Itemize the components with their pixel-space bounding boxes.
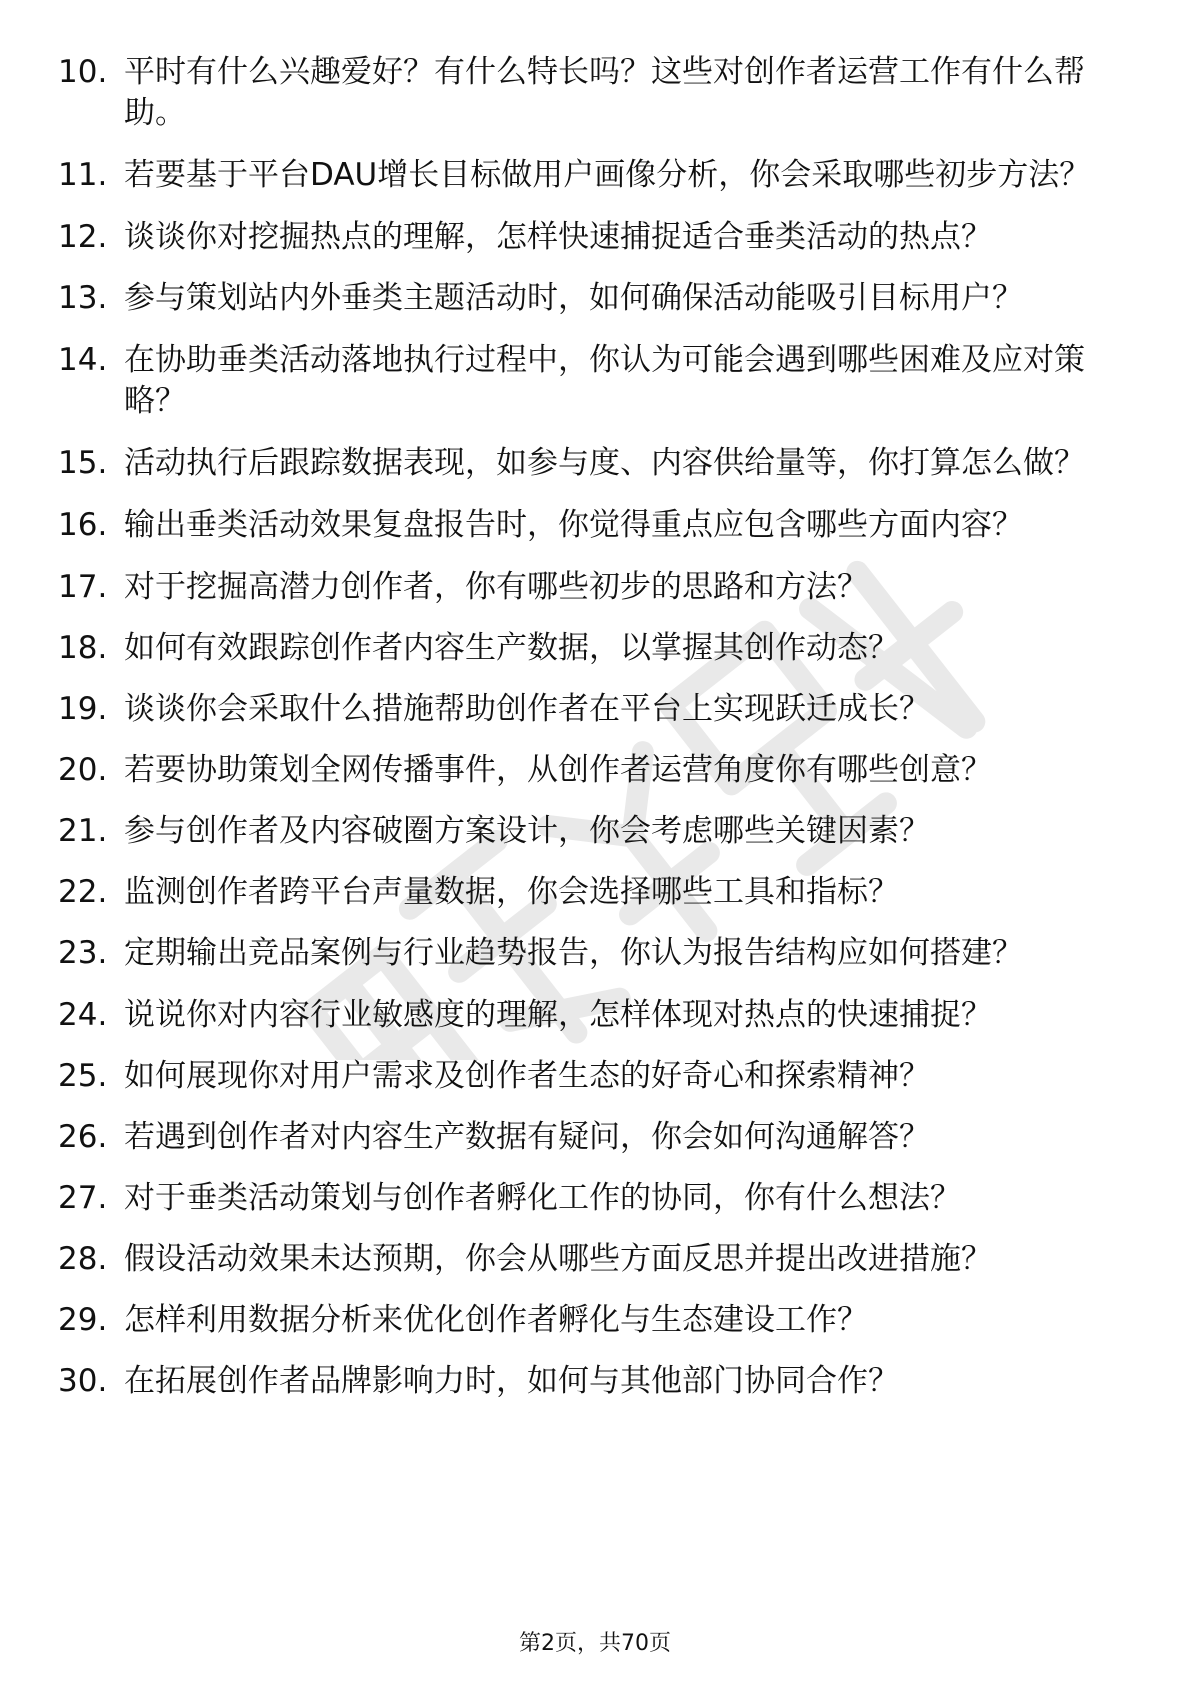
question-text: 监测创作者跨平台声量数据，你会选择哪些工具和指标？	[124, 874, 899, 910]
question-text: 若遇到创作者对内容生产数据有疑问，你会如何沟通解答？	[124, 1119, 930, 1155]
question-number: 27.	[58, 1180, 108, 1216]
question-item	[58, 689, 1138, 730]
question-number: 25.	[58, 1058, 108, 1094]
question-text: 若要基于平台DAU增长目标做用户画像分析，你会采取哪些初步方法？	[124, 157, 1091, 193]
question-text: 若要协助策划全网传播事件，从创作者运营角度你有哪些创意？	[124, 752, 992, 788]
question-item	[58, 872, 1138, 913]
question-text: 参与创作者及内容破圈方案设计，你会考虑哪些关键因素？	[124, 813, 930, 849]
question-item	[58, 443, 1138, 484]
question-number: 15.	[58, 445, 108, 481]
question-number: 19.	[58, 691, 108, 727]
question-number: 18.	[58, 630, 108, 666]
question-number: 16.	[58, 507, 108, 543]
question-number: 21.	[58, 813, 108, 849]
question-text: 输出垂类活动效果复盘报告时，你觉得重点应包含哪些方面内容？	[124, 507, 1023, 543]
question-number: 14.	[58, 342, 108, 378]
question-text: 说说你对内容行业敏感度的理解，怎样体现对热点的快速捕捉？	[124, 997, 992, 1033]
question-item	[58, 505, 1138, 546]
question-number: 22.	[58, 874, 108, 910]
question-text: 平时有什么兴趣爱好？有什么特长吗？这些对创作者运营工作有什么帮助。	[124, 54, 1085, 131]
question-item	[58, 933, 1138, 974]
question-item	[58, 278, 1138, 319]
question-text: 在拓展创作者品牌影响力时，如何与其他部门协同合作？	[124, 1363, 899, 1399]
question-text: 在协助垂类活动落地执行过程中，你认为可能会遇到哪些困难及应对策略？	[124, 342, 1085, 419]
question-number: 11.	[58, 157, 108, 193]
question-item	[58, 217, 1138, 258]
question-item	[58, 995, 1138, 1036]
question-text: 如何展现你对用户需求及创作者生态的好奇心和探索精神？	[124, 1058, 930, 1094]
question-item	[58, 1056, 1138, 1097]
question-item	[58, 567, 1138, 608]
question-item	[58, 1239, 1138, 1280]
question-text: 活动执行后跟踪数据表现，如参与度、内容供给量等，你打算怎么做？	[124, 445, 1085, 481]
question-text: 参与策划站内外垂类主题活动时，如何确保活动能吸引目标用户？	[124, 280, 1023, 316]
question-item	[58, 750, 1138, 791]
question-list	[58, 52, 1138, 1422]
question-number: 13.	[58, 280, 108, 316]
question-number: 28.	[58, 1241, 108, 1277]
question-number: 12.	[58, 219, 108, 255]
question-text: 怎样利用数据分析来优化创作者孵化与生态建设工作？	[124, 1302, 868, 1338]
question-text: 假设活动效果未达预期，你会从哪些方面反思并提出改进措施？	[124, 1241, 992, 1277]
question-item	[58, 1300, 1138, 1341]
question-item	[58, 1361, 1138, 1402]
question-number: 17.	[58, 569, 108, 605]
question-item	[58, 1178, 1138, 1219]
question-text: 谈谈你对挖掘热点的理解，怎样快速捕捉适合垂类活动的热点？	[124, 219, 992, 255]
question-number: 26.	[58, 1119, 108, 1155]
question-text: 谈谈你会采取什么措施帮助创作者在平台上实现跃迁成长？	[124, 691, 930, 727]
question-text: 对于垂类活动策划与创作者孵化工作的协同，你有什么想法？	[124, 1180, 961, 1216]
question-item	[58, 811, 1138, 852]
question-item	[58, 628, 1138, 669]
question-item	[58, 155, 1138, 196]
question-item	[58, 1117, 1138, 1158]
question-text: 对于挖掘高潜力创作者，你有哪些初步的思路和方法？	[124, 569, 868, 605]
question-number: 24.	[58, 997, 108, 1033]
question-item	[58, 52, 1138, 134]
page-number-label: 第2页，共70页	[519, 1631, 671, 1656]
question-number: 29.	[58, 1302, 108, 1338]
question-text: 定期输出竞品案例与行业趋势报告，你认为报告结构应如何搭建？	[124, 935, 1023, 971]
question-number: 10.	[58, 54, 108, 90]
question-text: 如何有效跟踪创作者内容生产数据，以掌握其创作动态？	[124, 630, 899, 666]
page-footer	[0, 1630, 1190, 1658]
question-item	[58, 340, 1138, 422]
question-number: 23.	[58, 935, 108, 971]
question-number: 30.	[58, 1363, 108, 1399]
question-number: 20.	[58, 752, 108, 788]
